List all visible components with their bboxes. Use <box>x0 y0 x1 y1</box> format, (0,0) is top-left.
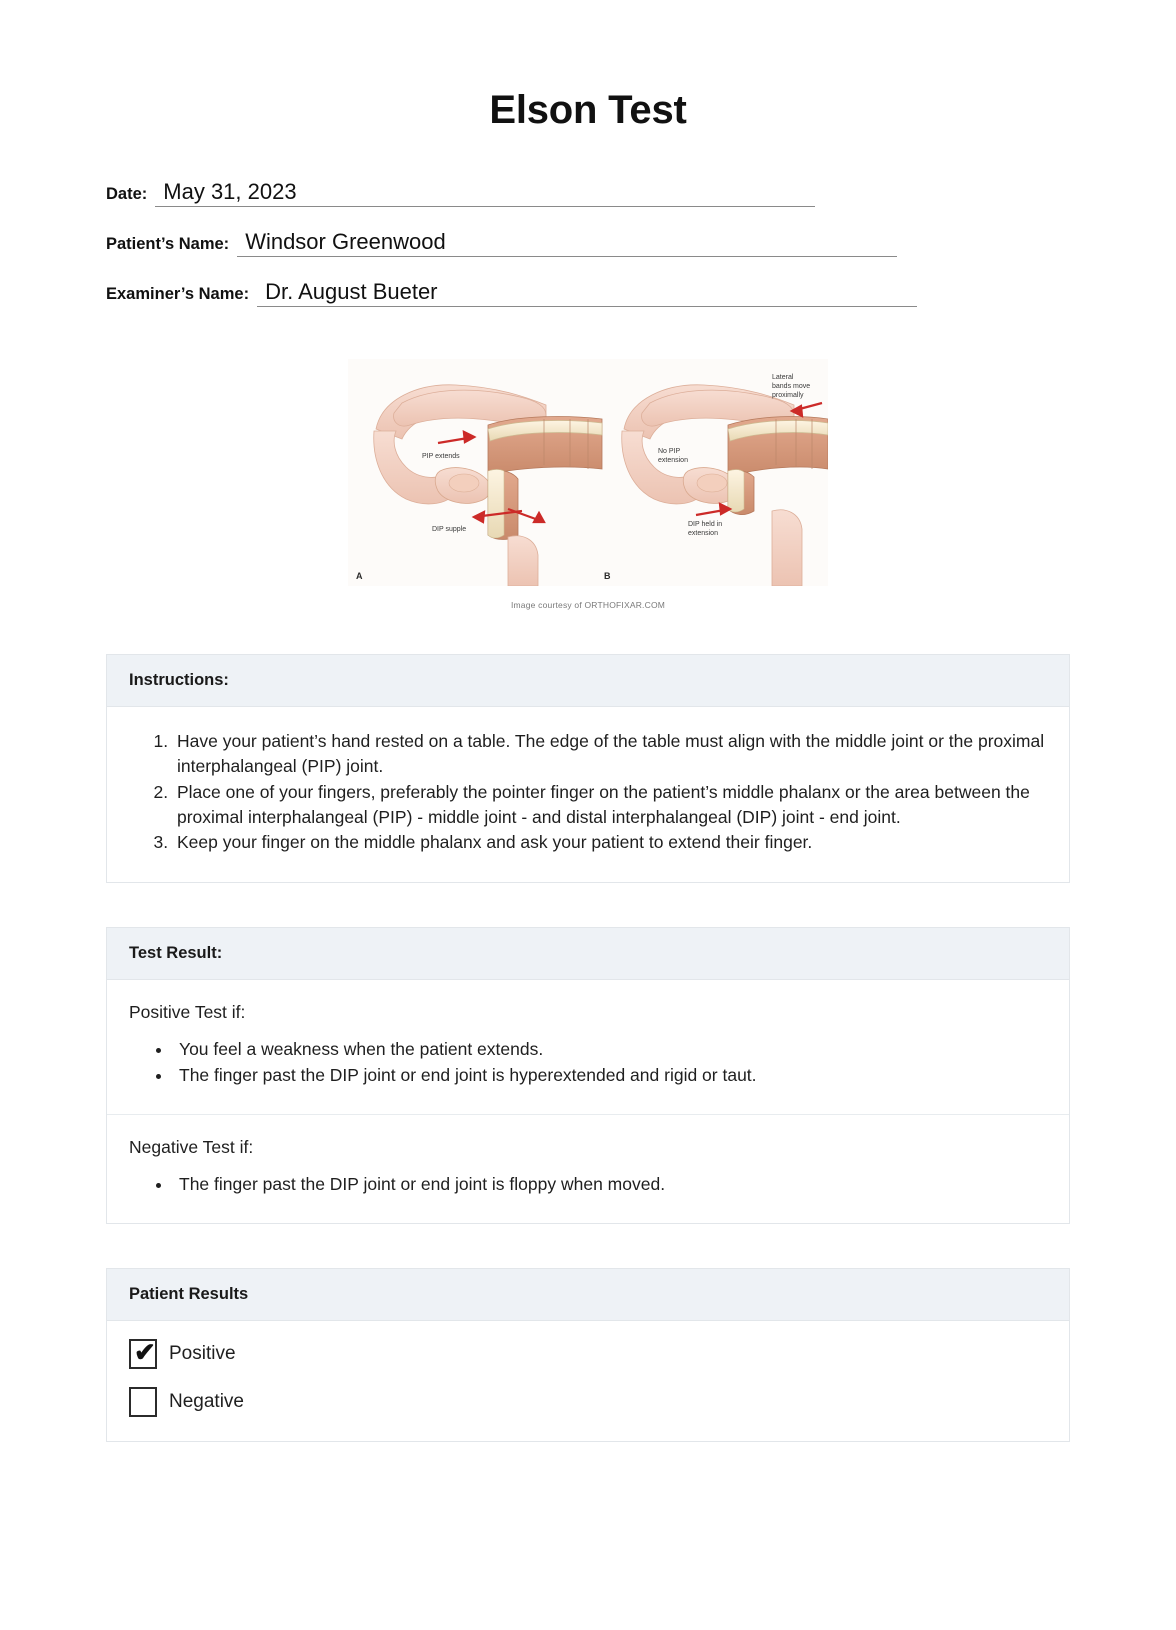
header-fields <box>106 173 1070 307</box>
label-dip-held-2: extension <box>688 530 718 537</box>
page-title: Elson Test <box>489 88 687 132</box>
instructions-card <box>106 654 1070 883</box>
negative-test-block <box>107 1114 1069 1223</box>
hand-illustration-svg <box>348 359 828 586</box>
figure-block <box>106 359 1070 610</box>
negative-test-lead: Negative Test if: <box>129 1136 254 1157</box>
field-row-patient-name <box>106 223 1070 257</box>
positive-test-block <box>107 980 1069 1114</box>
field-row-examiner-name <box>106 273 1070 307</box>
positive-test-item: • You feel a weakness when the patient extends. <box>173 1037 1047 1062</box>
instructions-header: Instructions: <box>107 655 1069 707</box>
positive-test-lead: Positive Test if: <box>129 1002 246 1023</box>
patient-name-value: Windsor Greenwood <box>245 228 446 254</box>
panel-a-letter: A <box>356 571 363 581</box>
instructions-list <box>129 729 1047 855</box>
label-dip-held: DIP held in <box>688 521 723 528</box>
instruction-step: 3. Keep your finger on the middle phalanx and ask your patient to extend their finger. <box>173 830 1047 855</box>
examiner-name-value: Dr. August Bueter <box>265 278 438 304</box>
result-option-positive[interactable] <box>129 1339 1047 1369</box>
field-row-date <box>106 173 1070 207</box>
negative-test-item: • The finger past the DIP joint or end joint is floppy when moved. <box>173 1172 1047 1197</box>
date-field[interactable] <box>155 179 815 207</box>
positive-test-item: • The finger past the DIP joint or end joint is hyperextended and rigid or taut. <box>173 1063 1047 1088</box>
label-pip-extends: PIP extends <box>422 453 460 460</box>
negative-test-list <box>129 1172 1047 1197</box>
figure-caption: Image courtesy of ORTHOFIXAR.COM <box>510 600 666 610</box>
date-label: Date: <box>106 185 148 203</box>
date-value: May 31, 2023 <box>163 178 297 204</box>
patient-name-field[interactable] <box>237 229 897 257</box>
instruction-step: 1. Have your patient’s hand rested on a table. The edge of the table must align with the middle joint or the proximal interphalangeal (PIP) joint. <box>173 729 1047 779</box>
instructions-body <box>107 707 1069 882</box>
checkbox-negative[interactable] <box>129 1387 157 1417</box>
instruction-step: 2. Place one of your fingers, preferably the pointer finger on the patient’s middle phalanx or the area between the proximal interphalangeal (PIP) - middle joint - and distal interphalangeal (DIP) joint - end joint. <box>173 780 1047 830</box>
examiner-name-field[interactable] <box>257 279 917 307</box>
label-lateral-bands-2: bands move <box>772 383 811 390</box>
examiner-name-label: Examiner’s Name: <box>106 285 250 303</box>
label-lateral-bands-3: proximally <box>772 392 804 399</box>
checkmark-icon: ✔ <box>134 1337 156 1368</box>
checkbox-negative-label: Negative <box>169 1391 244 1413</box>
test-result-header: Test Result: <box>107 928 1069 980</box>
patient-results-body <box>107 1321 1069 1441</box>
patient-results-card <box>106 1268 1070 1442</box>
checkbox-positive-label: Positive <box>169 1343 236 1365</box>
panel-b-letter: B <box>604 571 611 581</box>
label-lateral-bands: Lateral <box>772 374 794 381</box>
label-no-pip-extension-2: extension <box>658 457 688 464</box>
result-option-negative[interactable] <box>129 1387 1047 1417</box>
label-dip-supple: DIP supple <box>432 526 467 533</box>
label-no-pip-extension: No PIP <box>658 448 681 455</box>
checkbox-positive[interactable] <box>129 1339 157 1369</box>
positive-test-list <box>129 1037 1047 1088</box>
patient-results-header: Patient Results <box>107 1269 1069 1321</box>
test-result-card <box>106 927 1070 1224</box>
elson-test-illustration <box>348 359 828 586</box>
patient-name-label: Patient’s Name: <box>106 235 230 253</box>
